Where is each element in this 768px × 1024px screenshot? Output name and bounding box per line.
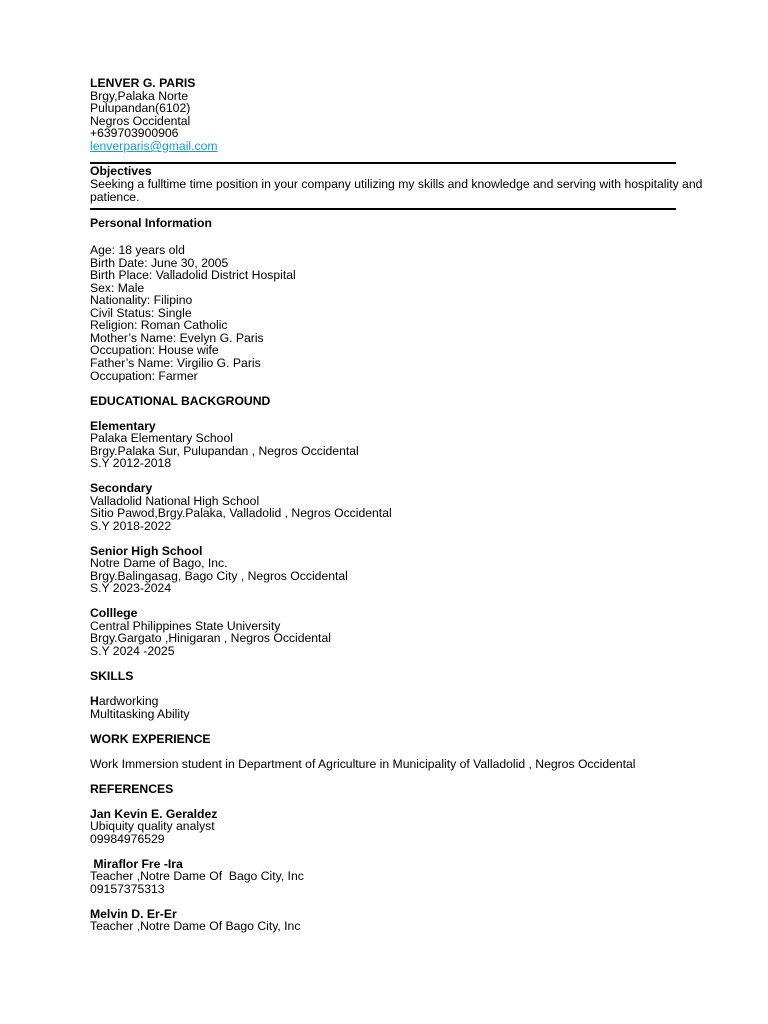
personal-religion: Religion: Roman Catholic [90,318,228,332]
reference-role: Ubiquity quality analyst [90,819,215,833]
skill-rest: ardworking [98,694,159,708]
education-year: S.Y 2018-2022 [90,519,172,533]
address-line-3: Negros Occidental [90,114,191,128]
education-level-title: Colllege [90,606,138,620]
education-address: Brgy.Balingasag, Bago City , Negros Occidental [90,569,348,583]
reference-role: Teacher ,Notre Dame Of Bago City, Inc [90,919,301,933]
reference-role: Teacher ,Notre Dame Of Bago City, Inc [90,869,304,883]
personal-sex: Sex: Male [90,281,145,295]
skill-initial: H [90,694,99,708]
skills-heading: SKILLS [90,669,134,683]
education-year: S.Y 2024 -2025 [90,644,175,658]
personal-nationality: Nationality: Filipino [90,293,193,307]
resume-name: LENVER G. PARIS [90,76,196,90]
personal-civil-status: Civil Status: Single [90,306,192,320]
personal-mother-occupation: Occupation: House wife [90,343,219,357]
education-school: Palaka Elementary School [90,431,233,445]
objectives-text: Seeking a fulltime time position in your company utilizing my skills and knowledge and serving with hospitality and patience. [90,177,703,204]
divider-top [90,162,676,164]
education-level-title: Senior High School [90,544,203,558]
education-level-title: Secondary [90,481,153,495]
education-school: Central Philippines State University [90,619,281,633]
references-heading: REFERENCES [90,782,174,796]
reference-name: Miraflor Fre -Ira [90,857,183,871]
personal-father-occupation: Occupation: Farmer [90,369,198,383]
divider-bottom [90,208,676,210]
personal-birth-place: Birth Place: Valladolid District Hospital [90,268,296,282]
reference-phone: 09984976529 [90,832,165,846]
personal-info-heading: Personal Information [90,216,212,230]
education-school: Notre Dame of Bago, Inc. [90,556,228,570]
education-address: Brgy.Gargato ,Hinigaran , Negros Occidental [90,631,331,645]
education-heading: EDUCATIONAL BACKGROUND [90,394,271,408]
personal-mother-name: Mother’s Name: Evelyn G. Paris [90,331,264,345]
address-line-2: Pulupandan(6102) [90,101,191,115]
reference-name: Jan Kevin E. Geraldez [90,807,218,821]
email-line [90,140,218,153]
education-address: Brgy.Palaka Sur, Pulupandan , Negros Occidental [90,444,359,458]
address-line-1: Brgy,Palaka Norte [90,89,188,103]
objectives-heading: Objectives [90,164,152,178]
reference-name: Melvin D. Er-Er [90,907,177,921]
personal-age: Age: 18 years old [90,243,185,257]
skill-item: Multitasking Ability [90,707,190,721]
education-address: Sitio Pawod,Brgy.Palaka, Valladolid , Negros Occidental [90,506,392,520]
work-text: Work Immersion student in Department of Agriculture in Municipality of Valladolid , Negros Occidental [90,757,636,771]
personal-birth-date: Birth Date: June 30, 2005 [90,256,229,270]
work-heading: WORK EXPERIENCE [90,732,211,746]
education-school: Valladolid National High School [90,494,260,508]
skill-item [90,695,158,708]
phone-number: +639703900906 [90,126,179,140]
education-level-title: Elementary [90,419,156,433]
reference-phone: 09157375313 [90,882,165,896]
email-link[interactable]: lenverparis@gmail.com [90,139,218,153]
personal-father-name: Father’s Name: Virgilio G. Paris [90,356,261,370]
education-year: S.Y 2023-2024 [90,581,172,595]
education-year: S.Y 2012-2018 [90,456,172,470]
